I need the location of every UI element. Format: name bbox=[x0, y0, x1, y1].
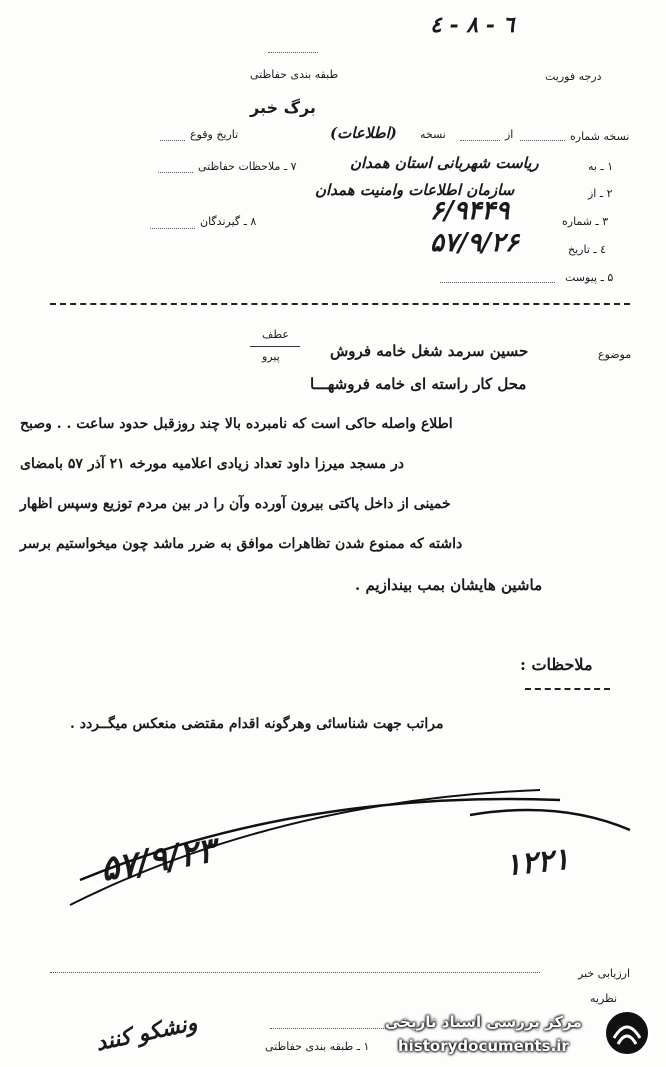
field2-value: سازمان اطلاعات وامنیت همدان bbox=[315, 181, 515, 199]
top-handwritten-note: ٦ - ٨ - ٤ bbox=[430, 12, 515, 38]
opinion-label: نظریه bbox=[590, 992, 618, 1005]
watermark-title: مرکز بررسی اسناد تاریخی bbox=[385, 1013, 582, 1031]
copy-number-label: نسخه شماره bbox=[570, 130, 630, 143]
copy-label: نسخه bbox=[420, 128, 446, 141]
body-line: ماشین هایشان بمب بیندازیم . bbox=[355, 576, 543, 594]
remarks-title: ملاحظات : bbox=[520, 655, 593, 674]
footer-classification: ۱ ـ طبقه بندی حفاظتی bbox=[265, 1040, 370, 1053]
field5-label: ۵ ـ پیوست bbox=[565, 271, 614, 284]
evaluation-label: ارزیابی خبر bbox=[578, 967, 631, 980]
body-line: خمینی از داخل پاکتی بیرون آورده وآن را در بین مردم توزیع وسپس اظهار bbox=[20, 496, 451, 512]
copy-value: (اطلاعات) bbox=[330, 124, 397, 142]
body-line: محل کار راسته ای خامه فروشهـــا bbox=[310, 375, 527, 393]
field3-label: ۳ ـ شماره bbox=[562, 215, 609, 228]
previous-label: پیرو bbox=[262, 350, 280, 363]
handwritten-signature: ونشکو کنند bbox=[93, 1009, 200, 1057]
handwritten-date: ۵۷/۹/۲۳ bbox=[97, 830, 219, 890]
field1-value: ریاست شهربانی استان همدان bbox=[350, 154, 539, 172]
field7-label: ۷ ـ ملاحظات حفاظتی bbox=[198, 160, 297, 173]
field8-label: ۸ ـ گیرندگان bbox=[200, 215, 257, 228]
field1-label: ۱ ـ به bbox=[588, 160, 614, 173]
body-line: در مسجد میرزا داود تعداد زیادی اعلامیه مورخه ۲۱ آذر ۵۷ بامضای bbox=[20, 456, 404, 472]
of-label: از bbox=[505, 128, 514, 141]
handwritten-number: ۱۲۲۱ bbox=[503, 841, 572, 884]
subject-label: موضوع bbox=[598, 348, 632, 361]
remarks-text: مراتب جهت شناسائی وهرگونه اقدام مقتضی منعکس میگــردد . bbox=[70, 716, 444, 732]
reference-label: عطف bbox=[262, 328, 289, 341]
body-line: داشته که ممنوع شدن تظاهرات موافق به ضرر ماشد چون میخواستیم برسر bbox=[20, 536, 463, 552]
field3-value: ۶/۹۴۴۹ bbox=[430, 196, 510, 226]
form-title: برگ خبر bbox=[250, 98, 316, 117]
watermark-logo-icon bbox=[602, 1008, 652, 1058]
subject-value: حسین سرمد شغل خامه فروش bbox=[330, 342, 529, 360]
event-date-label: تاریخ وقوع bbox=[190, 128, 239, 141]
urgency-label: درجه فوریت bbox=[545, 70, 602, 83]
field4-value: ۵۷/۹/۲۶ bbox=[430, 228, 519, 258]
classification-label: طبقه بندی حفاظتی bbox=[250, 68, 339, 81]
field4-label: ٤ ـ تاریخ bbox=[568, 243, 607, 256]
field2-label: ۲ ـ از bbox=[588, 187, 613, 200]
watermark-site: historydocuments.ir bbox=[398, 1037, 569, 1055]
body-line: اطلاع واصله حاکی است که نامبرده بالا چند روزقبل حدود ساعت . . وصبح bbox=[20, 416, 453, 432]
